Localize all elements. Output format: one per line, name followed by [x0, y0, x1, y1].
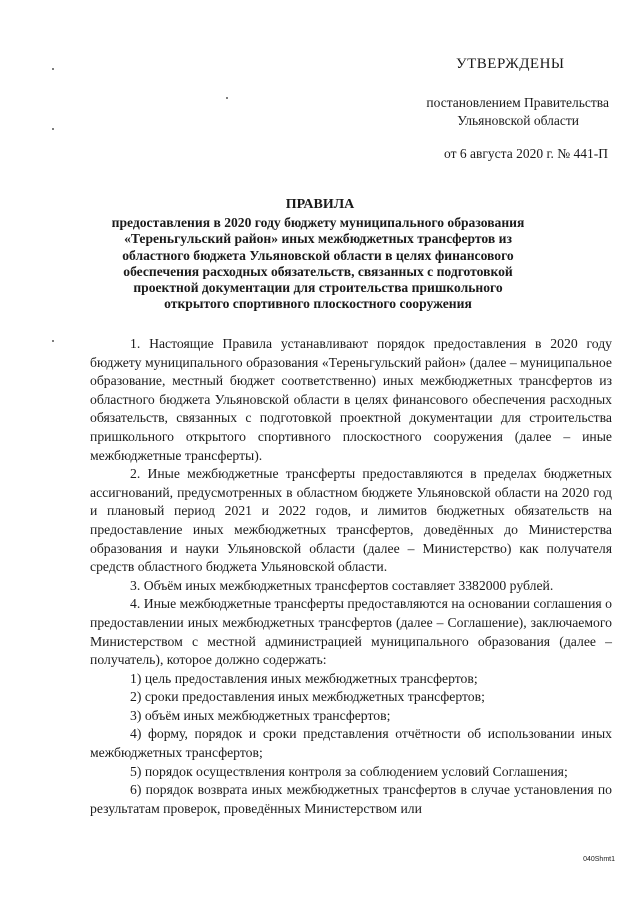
approval-authority-line2: Ульяновской области: [457, 113, 579, 128]
list-item-3: 3) объём иных межбюджетных трансфертов;: [130, 707, 391, 723]
scan-speck: [226, 97, 228, 99]
paragraph-1: 1. Настоящие Правила устанавливают порядок предоставления в 2020 году бюджету муниципального образования «Тереньгульский район» (далее – муниципальное образование, местный бюджет соответственно) иных межбюджетных трансфертов из областного бюджета Ульяновской области в целях финансового обеспечения расходных обязательств, связанных с подготовкой проектной документации для строительства пришкольного открытого спортивного плоскостного сооружения (далее – иные межбюджетные трансферты).: [90, 336, 612, 463]
list-item-4: 4) форму, порядок и сроки представления отчётности об использовании иных межбюджетных трансфертов;: [90, 726, 612, 761]
list-item-6: 6) порядок возврата иных межбюджетных трансфертов в случае установления по результатам проверок, проведённых Министерством или: [90, 782, 612, 816]
document-subtitle: предоставления в 2020 году бюджету муниципального образования «Тереньгульский район» иных межбюджетных трансфертов из областного бюджета Ульяновской области в целях финансового обеспечения расходных обязательств, связанных с подготовкой проектной документации для строительства пришкольного открытого спортивного плоскостного сооружения: [111, 215, 525, 312]
approval-date: от 6 августа 2020 г. № 441-П: [444, 146, 608, 161]
approval-authority-line1: постановлением Правительства: [426, 95, 609, 110]
footer-code: 040Shmt1: [583, 856, 615, 863]
paragraph-3: 3. Объём иных межбюджетных трансфертов составляет 3382000 рублей.: [130, 577, 554, 593]
scan-speck: [52, 128, 54, 130]
list-item-1: 1) цель предоставления иных межбюджетных трансфертов;: [130, 670, 478, 686]
list-item-2: 2) сроки предоставления иных межбюджетных трансфертов;: [130, 689, 485, 705]
list-item-5: 5) порядок осуществления контроля за соблюдением условий Соглашения;: [130, 763, 568, 779]
approval-authority: [309, 94, 609, 130]
document-body: [90, 335, 612, 818]
scan-speck: [52, 68, 54, 70]
document-title: ПРАВИЛА: [285, 197, 355, 212]
scan-speck: [52, 340, 54, 342]
paragraph-4: 4. Иные межбюджетные трансферты предоставляются на основании соглашения о предоставлении иных межбюджетных трансфертов (далее – Соглашение), заключаемого Министерством с местной администрацией муниципального образования (далее – получатель), которое должно содержать:: [90, 596, 612, 668]
paragraph-2: 2. Иные межбюджетные трансферты предоставляются в пределах бюджетных ассигнований, предусмотренных в областном бюджете Ульяновской области на 2020 год и плановый период 2021 и 2022 годов, и лимитов бюджетных обязательств на предоставление иных межбюджетных трансфертов, доведённых до Министерства образования и науки Ульяновской области (далее – Министерство) как получателя средств областного бюджета Ульяновской области.: [90, 466, 612, 575]
approval-stamp: УТВЕРЖДЕНЫ: [456, 56, 565, 72]
